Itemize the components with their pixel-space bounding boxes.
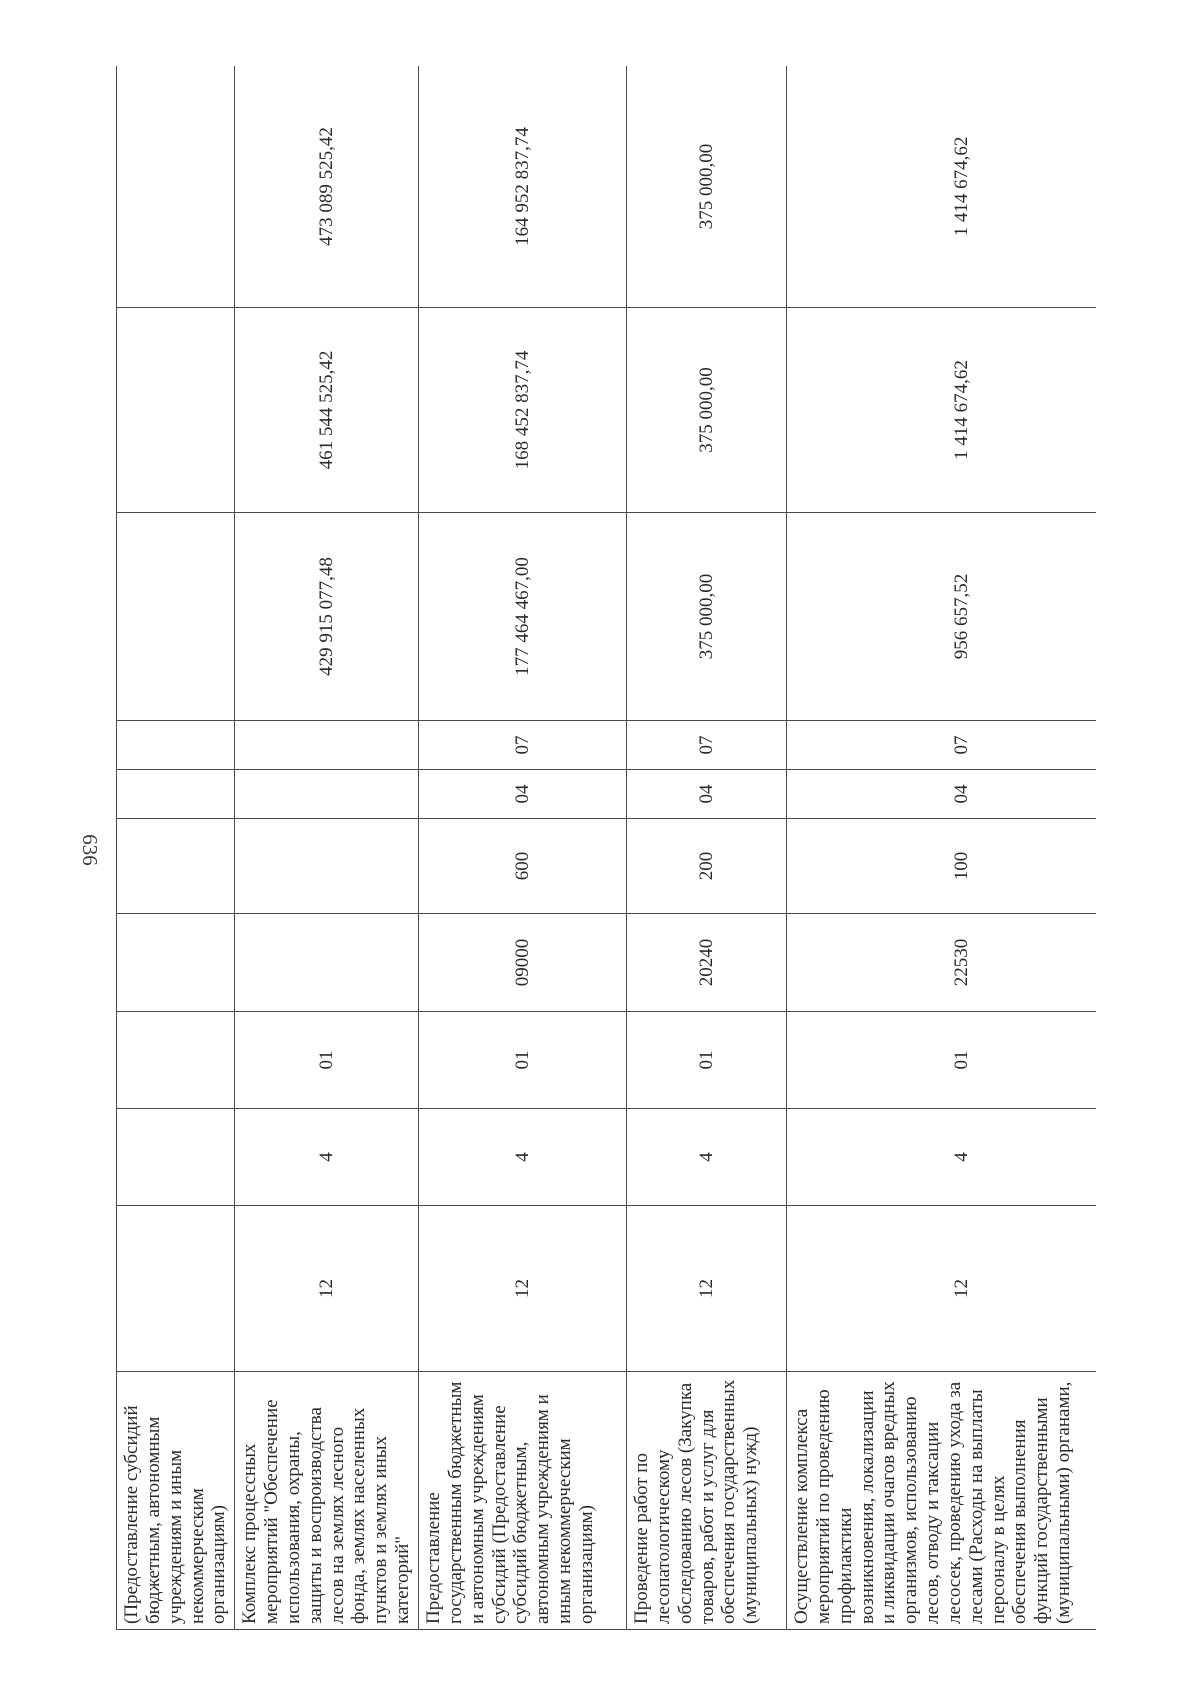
table-row <box>786 66 1096 1630</box>
amount-cell: 168 452 837,74 <box>418 308 626 513</box>
code-cell: 22530 <box>786 914 1096 1012</box>
code-cell: 12 <box>786 1206 1096 1372</box>
code-cell: 09000 <box>418 914 626 1012</box>
code-cell: 04 <box>626 770 786 819</box>
code-cell <box>117 721 235 770</box>
row-name: Осуществление комплекса мероприятий по проведению профилактики возникновения, локализации и ликвидации очагов вредных организмов, использованию лесов, отводу и таксации лесосек, проведению ухода за лесами (Расходы на выплаты персоналу в целях обеспечения выполнения функций государственными (муниципальными) органами, <box>786 1372 1096 1630</box>
code-cell <box>235 819 419 914</box>
code-cell <box>235 721 419 770</box>
code-cell: 20240 <box>626 914 786 1012</box>
code-cell: 200 <box>626 819 786 914</box>
amount-cell: 375 000,00 <box>626 513 786 721</box>
code-cell <box>235 770 419 819</box>
code-cell <box>117 1012 235 1109</box>
amount-cell: 177 464 467,00 <box>418 513 626 721</box>
code-cell: 07 <box>786 721 1096 770</box>
code-cell: 01 <box>626 1012 786 1109</box>
row-name: (Предоставление субсидий бюджетным, автономным учреждениям и иным некоммерческим организациям) <box>117 1372 235 1630</box>
code-cell <box>117 914 235 1012</box>
amount-cell: 429 915 077,48 <box>235 513 419 721</box>
page-number: 636 <box>78 834 102 866</box>
budget-table <box>116 66 1096 1630</box>
amount-cell: 375 000,00 <box>626 66 786 308</box>
code-cell: 12 <box>626 1206 786 1372</box>
code-cell: 600 <box>418 819 626 914</box>
amount-cell: 473 089 525,42 <box>235 66 419 308</box>
table-row <box>626 66 786 1630</box>
amount-cell: 164 952 837,74 <box>418 66 626 308</box>
amount-cell: 1 414 674,62 <box>786 308 1096 513</box>
amount-cell: 1 414 674,62 <box>786 66 1096 308</box>
table-row <box>235 66 419 1630</box>
table-row <box>117 66 235 1630</box>
code-cell <box>235 914 419 1012</box>
amount-cell <box>117 308 235 513</box>
table-row <box>418 66 626 1630</box>
code-cell: 04 <box>786 770 1096 819</box>
code-cell: 4 <box>626 1109 786 1206</box>
amount-cell: 375 000,00 <box>626 308 786 513</box>
code-cell <box>117 1109 235 1206</box>
code-cell: 12 <box>235 1206 419 1372</box>
code-cell <box>117 1206 235 1372</box>
amount-cell: 956 657,52 <box>786 513 1096 721</box>
amount-cell <box>117 66 235 308</box>
row-name: Комплекс процессных мероприятий "Обеспечение использования, охраны, защиты и воспроизводства лесов на землях лесного фонда, землях населенных пунктов и землях иных категорий" <box>235 1372 419 1630</box>
code-cell <box>117 770 235 819</box>
code-cell: 4 <box>418 1109 626 1206</box>
code-cell: 01 <box>786 1012 1096 1109</box>
code-cell: 12 <box>418 1206 626 1372</box>
amount-cell: 461 544 525,42 <box>235 308 419 513</box>
row-name: Проведение работ по лесопатологическому обследованию лесов (Закупка товаров, работ и услуг для обеспечения государственных (муниципальных) нужд) <box>626 1372 786 1630</box>
code-cell: 07 <box>626 721 786 770</box>
amount-cell <box>117 513 235 721</box>
code-cell <box>117 819 235 914</box>
code-cell: 04 <box>418 770 626 819</box>
code-cell: 4 <box>786 1109 1096 1206</box>
code-cell: 01 <box>418 1012 626 1109</box>
code-cell: 07 <box>418 721 626 770</box>
code-cell: 01 <box>235 1012 419 1109</box>
code-cell: 100 <box>786 819 1096 914</box>
code-cell: 4 <box>235 1109 419 1206</box>
row-name: Предоставление государственным бюджетным и автономным учреждениям субсидий (Предоставление субсидий бюджетным, автономным учреждениям и иным некоммерческим организациям) <box>418 1372 626 1630</box>
